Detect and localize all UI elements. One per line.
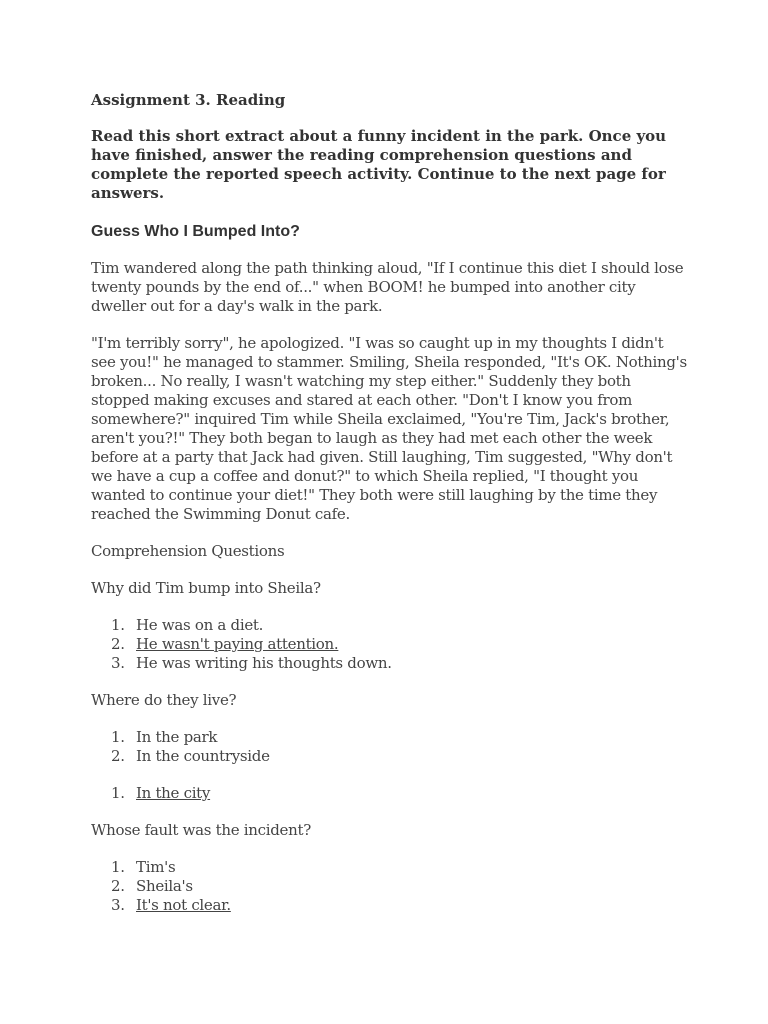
answer-option: [91, 877, 691, 896]
option-text: In the city: [136, 784, 211, 802]
document-page: [91, 90, 691, 933]
option-number: 3.: [111, 654, 125, 672]
option-number: 1.: [111, 858, 125, 876]
option-number: 1.: [111, 784, 125, 802]
option-text: He was on a diet.: [136, 616, 264, 634]
question-2-options: [91, 728, 691, 766]
answer-option: [91, 858, 691, 877]
story-paragraph-1: Tim wandered along the path thinking aloud, "If I continue this diet I should lose twenty pounds by the end of..." when BOOM! he bumped into another city dweller out for a day's walk in the park.: [91, 259, 684, 315]
answer-option-correct: [91, 896, 691, 915]
option-text: It's not clear.: [136, 896, 231, 914]
option-text: He wasn't paying attention.: [136, 635, 339, 653]
question-2: Where do they live?: [91, 691, 237, 709]
question-2-extra-option: [91, 784, 691, 803]
answer-option: [91, 654, 691, 673]
answer-option: [91, 747, 691, 766]
option-text: He was writing his thoughts down.: [136, 654, 392, 672]
question-3: Whose fault was the incident?: [91, 821, 311, 839]
comprehension-heading: Comprehension Questions: [91, 542, 285, 560]
answer-option: [91, 728, 691, 747]
question-1-options: [91, 616, 691, 673]
instructions: Read this short extract about a funny incident in the park. Once you have finished, answer the reading comprehension questions and complete the reported speech activity. Continue to the next page for answers.: [91, 127, 667, 202]
option-text: Sheila's: [136, 877, 193, 895]
answer-option: [91, 616, 691, 635]
answer-option-correct: [91, 784, 691, 803]
story-title: Guess Who I Bumped Into?: [91, 223, 300, 240]
answer-option-correct: [91, 635, 691, 654]
option-text: Tim's: [136, 858, 176, 876]
assignment-title: Assignment 3. Reading: [91, 91, 286, 109]
option-number: 2.: [111, 635, 125, 653]
option-number: 1.: [111, 728, 125, 746]
option-text: In the countryside: [136, 747, 270, 765]
option-number: 1.: [111, 616, 125, 634]
story-paragraph-2: "I'm terribly sorry", he apologized. "I was so caught up in my thoughts I didn't see you!" he managed to stammer. Smiling, Sheila responded, "It's OK. Nothing's broken... No really, I wasn't watching my step either." Suddenly they both stopped making excuses and stared at each other. "Don't I know you from somewhere?" inquired Tim while Sheila exclaimed, "You're Tim, Jack's brother, aren't you?!" They both began to laugh as they had met each other the week before at a party that Jack had given. Still laughing, Tim suggested, "Why don't we have a cup a coffee and donut?" to which Sheila replied, "I thought you wanted to continue your diet!" They both were still laughing by the time they reached the Swimming Donut cafe.: [91, 334, 687, 523]
option-text: In the park: [136, 728, 218, 746]
option-number: 3.: [111, 896, 125, 914]
option-number: 2.: [111, 747, 125, 765]
question-1: Why did Tim bump into Sheila?: [91, 579, 321, 597]
question-3-options: [91, 858, 691, 915]
option-number: 2.: [111, 877, 125, 895]
